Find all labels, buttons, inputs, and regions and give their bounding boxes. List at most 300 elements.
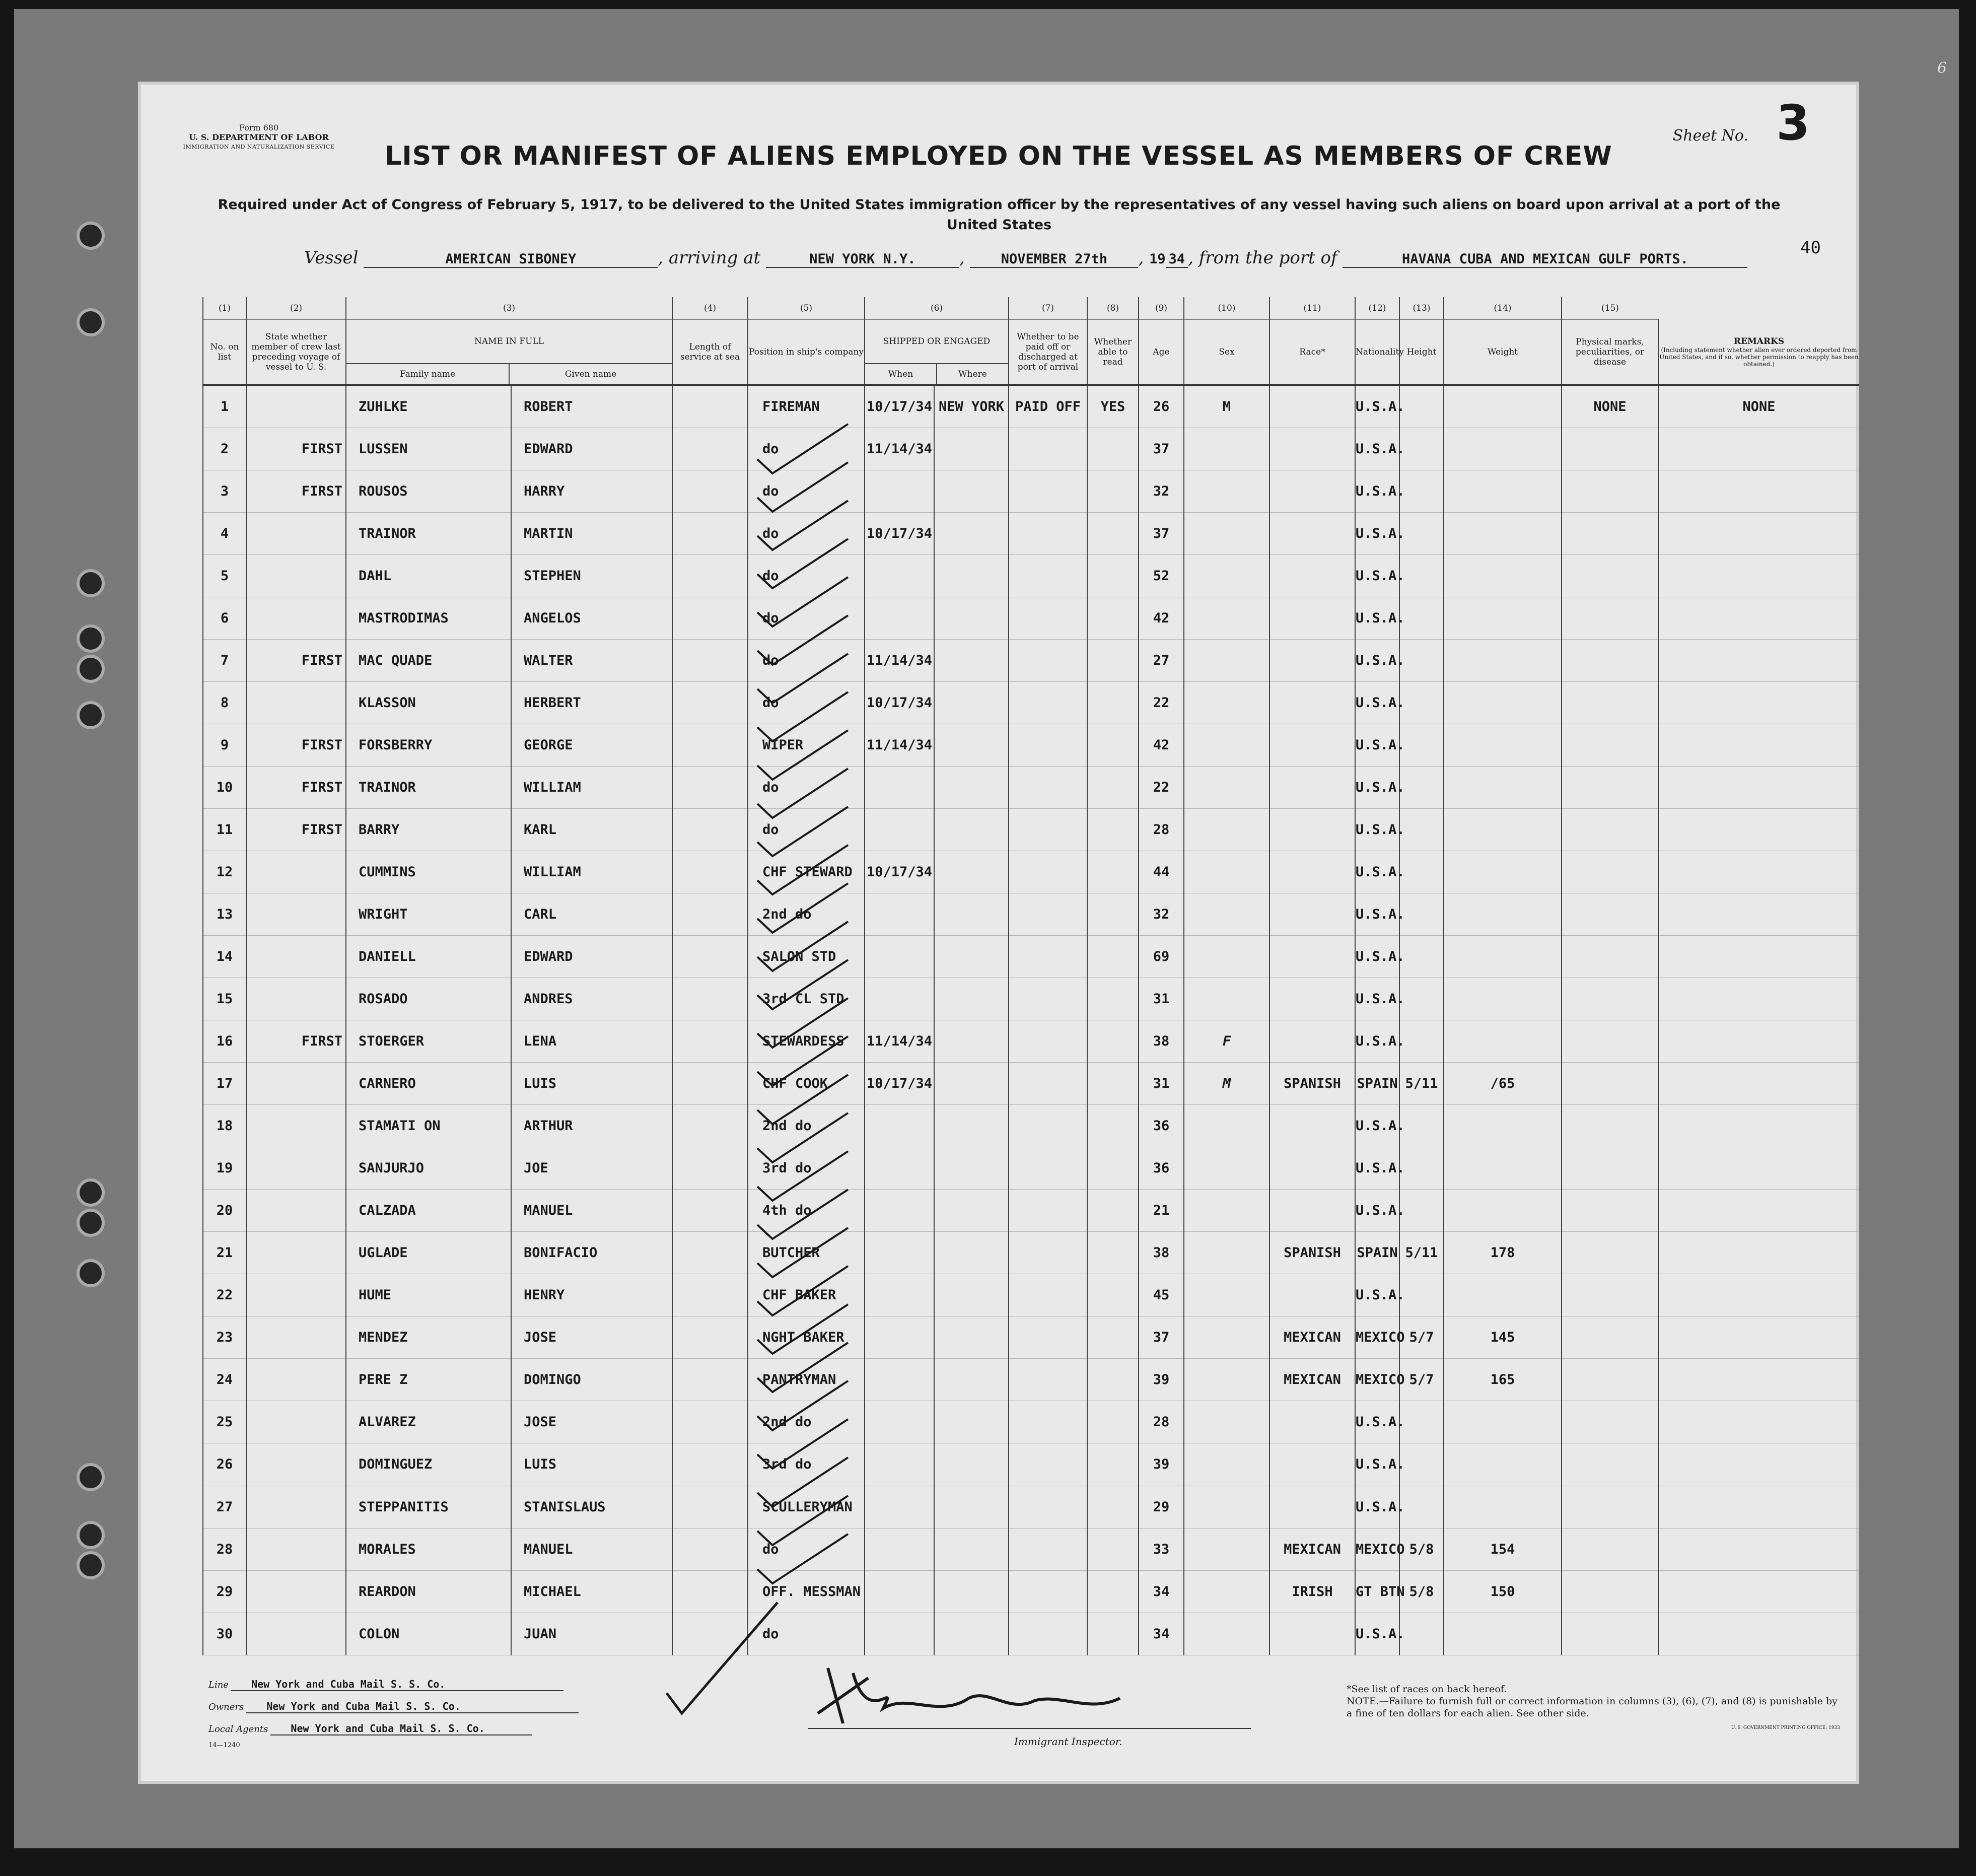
height-cell xyxy=(1399,385,1444,428)
given-name-cell: CARL xyxy=(511,893,672,936)
height-cell: 5/8 xyxy=(1399,1570,1444,1613)
binder-hole xyxy=(77,1209,105,1237)
weight-cell xyxy=(1444,978,1562,1020)
voyage-status-cell xyxy=(246,1570,346,1613)
table-row xyxy=(203,1359,1859,1401)
remarks-cell xyxy=(1658,1020,1859,1063)
voyage-status-cell xyxy=(246,1401,346,1443)
voyage-status-cell xyxy=(246,1147,346,1190)
service-checkmark xyxy=(757,1381,848,1430)
given-name-cell: WALTER xyxy=(511,640,672,682)
voyage-status-cell xyxy=(246,1528,346,1570)
remarks-cell xyxy=(1658,470,1859,513)
sex-cell: M xyxy=(1184,1063,1269,1105)
age-cell: 26 xyxy=(1139,385,1184,428)
paid-off-cell xyxy=(1009,1232,1087,1274)
remarks-cell xyxy=(1658,893,1859,936)
header-shipped xyxy=(865,320,1009,385)
header-given-name: Given name xyxy=(509,364,672,384)
paid-off-cell xyxy=(1009,936,1087,978)
nationality-cell: U.S.A. xyxy=(1355,1613,1399,1655)
service-checkmark xyxy=(757,960,848,1009)
position-cell: 2nd do xyxy=(748,1105,865,1147)
row-number-cell: 29 xyxy=(203,1570,246,1613)
position-cell: CHF STEWARD xyxy=(748,851,865,893)
physical-marks-cell xyxy=(1562,555,1658,597)
header-height: Height xyxy=(1399,320,1444,385)
service-length-cell xyxy=(672,1020,748,1063)
binder-hole xyxy=(77,1259,105,1287)
able-to-read-cell xyxy=(1087,1232,1139,1274)
page-subtitle: Required under Act of Congress of February 5, 1917, to be delivered to the United States immigration officer by the representatives of any vessel having such aliens on board upon arrival at a port of the United States xyxy=(218,197,1781,233)
race-cell xyxy=(1269,513,1355,555)
nationality-cell: U.S.A. xyxy=(1355,1190,1399,1232)
race-cell xyxy=(1269,1147,1355,1190)
height-cell xyxy=(1399,513,1444,555)
row-number-cell: 1 xyxy=(203,385,246,428)
header-nationality: Nationality xyxy=(1355,320,1399,385)
service-checkmark xyxy=(757,807,848,856)
physical-marks-cell xyxy=(1562,1401,1658,1443)
binder-hole xyxy=(77,1551,105,1579)
row-number-cell: 4 xyxy=(203,513,246,555)
service-length-cell xyxy=(672,385,748,428)
nationality-cell: U.S.A. xyxy=(1355,1486,1399,1528)
position-cell: 3rd do xyxy=(748,1443,865,1486)
position-cell: do xyxy=(748,597,865,640)
arrival-date: NOVEMBER 27th xyxy=(970,251,1138,268)
age-cell: 34 xyxy=(1139,1613,1184,1655)
form-number: Form 680 xyxy=(239,123,279,132)
family-name-cell: UGLADE xyxy=(346,1232,511,1274)
corner-mark: 6 xyxy=(1937,59,1947,77)
physical-marks-cell: NONE xyxy=(1562,385,1658,428)
owners-label: Owners xyxy=(208,1702,244,1712)
header-age: Age xyxy=(1139,320,1184,385)
paid-off-cell xyxy=(1009,1190,1087,1232)
given-name-cell: STANISLAUS xyxy=(511,1486,672,1528)
line-value: New York and Cuba Mail S. S. Co. xyxy=(231,1678,563,1691)
age-cell: 42 xyxy=(1139,724,1184,767)
table-row xyxy=(203,1443,1859,1486)
service-checkmark xyxy=(757,1113,848,1162)
race-cell xyxy=(1269,428,1355,470)
service-length-cell xyxy=(672,809,748,851)
position-cell: OFF. MESSMAN xyxy=(748,1570,865,1613)
remarks-cell xyxy=(1658,513,1859,555)
family-name-cell: DANIELL xyxy=(346,936,511,978)
race-cell xyxy=(1269,385,1355,428)
voyage-status-cell xyxy=(246,1105,346,1147)
height-cell xyxy=(1399,640,1444,682)
service-checkmark xyxy=(757,615,848,665)
family-name-cell: DOMINGUEZ xyxy=(346,1443,511,1486)
age-cell: 38 xyxy=(1139,1232,1184,1274)
shipped-when-cell: 10/17/34 xyxy=(865,1063,934,1105)
service-checkmark xyxy=(757,1457,848,1507)
col-num: (3) xyxy=(346,297,672,320)
given-name-cell: MANUEL xyxy=(511,1190,672,1232)
voyage-status-cell xyxy=(246,978,346,1020)
weight-cell xyxy=(1444,1401,1562,1443)
table-row xyxy=(203,597,1859,640)
owners-value: New York and Cuba Mail S. S. Co. xyxy=(246,1700,579,1713)
service-length-cell xyxy=(672,597,748,640)
age-cell: 27 xyxy=(1139,640,1184,682)
family-name-cell: FORSBERRY xyxy=(346,724,511,767)
paid-off-cell xyxy=(1009,851,1087,893)
vessel-name: AMERICAN SIBONEY xyxy=(364,251,658,268)
header-where: Where xyxy=(936,364,1008,384)
paid-off-cell xyxy=(1009,1443,1087,1486)
shipped-where-cell xyxy=(934,1316,1009,1359)
paid-off-cell xyxy=(1009,978,1087,1020)
remarks-cell xyxy=(1658,1274,1859,1316)
service-length-cell xyxy=(672,1274,748,1316)
height-cell xyxy=(1399,682,1444,724)
shipped-where-cell xyxy=(934,809,1009,851)
service-checkmark xyxy=(757,1228,848,1277)
row-number-cell: 15 xyxy=(203,978,246,1020)
remarks-cell xyxy=(1658,767,1859,809)
shipped-where-cell xyxy=(934,1147,1009,1190)
binder-hole xyxy=(77,1463,105,1491)
remarks-cell xyxy=(1658,1528,1859,1570)
vessel-label: Vessel xyxy=(304,248,359,268)
weight-cell xyxy=(1444,470,1562,513)
table-row xyxy=(203,385,1859,428)
remarks-cell xyxy=(1658,936,1859,978)
service-length-cell xyxy=(672,1147,748,1190)
service-checkmark xyxy=(757,1075,848,1124)
sex-cell xyxy=(1184,640,1269,682)
remarks-cell xyxy=(1658,809,1859,851)
able-to-read-cell xyxy=(1087,1063,1139,1105)
physical-marks-cell xyxy=(1562,1274,1658,1316)
family-name-cell: COLON xyxy=(346,1613,511,1655)
sex-cell xyxy=(1184,1486,1269,1528)
nationality-cell: U.S.A. xyxy=(1355,1020,1399,1063)
race-cell: MEXICAN xyxy=(1269,1359,1355,1401)
height-cell xyxy=(1399,1486,1444,1528)
family-name-cell: PERE Z xyxy=(346,1359,511,1401)
weight-cell xyxy=(1444,767,1562,809)
shipped-where-cell xyxy=(934,597,1009,640)
remarks-cell xyxy=(1658,1613,1859,1655)
paid-off-cell xyxy=(1009,1274,1087,1316)
row-number-cell: 22 xyxy=(203,1274,246,1316)
service-length-cell xyxy=(672,640,748,682)
age-cell: 37 xyxy=(1139,428,1184,470)
age-cell: 39 xyxy=(1139,1359,1184,1401)
given-name-cell: BONIFACIO xyxy=(511,1232,672,1274)
position-cell: do xyxy=(748,767,865,809)
remarks-cell xyxy=(1658,978,1859,1020)
table-row xyxy=(203,428,1859,470)
physical-marks-cell xyxy=(1562,809,1658,851)
age-cell: 52 xyxy=(1139,555,1184,597)
physical-marks-cell xyxy=(1562,1316,1658,1359)
race-cell xyxy=(1269,936,1355,978)
height-cell xyxy=(1399,555,1444,597)
service-checkmark xyxy=(757,1534,848,1583)
service-checkmark xyxy=(757,501,848,550)
sex-cell xyxy=(1184,809,1269,851)
physical-marks-cell xyxy=(1562,724,1658,767)
race-cell xyxy=(1269,724,1355,767)
voyage-status-cell xyxy=(246,1190,346,1232)
remarks-cell xyxy=(1658,1105,1859,1147)
service-length-cell xyxy=(672,724,748,767)
year-prefix: 19 xyxy=(1149,251,1166,267)
line-label: Line xyxy=(208,1680,229,1690)
nationality-cell: U.S.A. xyxy=(1355,428,1399,470)
weight-cell: 150 xyxy=(1444,1570,1562,1613)
family-name-cell: HUME xyxy=(346,1274,511,1316)
weight-cell: 154 xyxy=(1444,1528,1562,1570)
row-number-cell: 8 xyxy=(203,682,246,724)
height-cell xyxy=(1399,597,1444,640)
family-name-cell: TRAINOR xyxy=(346,767,511,809)
arrival-year: 34 xyxy=(1166,251,1188,268)
family-name-cell: ROUSOS xyxy=(346,470,511,513)
weight-cell xyxy=(1444,1020,1562,1063)
given-name-cell: ANGELOS xyxy=(511,597,672,640)
physical-marks-cell xyxy=(1562,640,1658,682)
weight-cell xyxy=(1444,428,1562,470)
family-name-cell: STOERGER xyxy=(346,1020,511,1063)
physical-marks-cell xyxy=(1562,1147,1658,1190)
service-checkmark xyxy=(757,883,848,933)
shipped-where-cell xyxy=(934,1274,1009,1316)
paid-off-cell xyxy=(1009,1570,1087,1613)
able-to-read-cell xyxy=(1087,1443,1139,1486)
remarks-cell xyxy=(1658,640,1859,682)
shipped-where-cell xyxy=(934,428,1009,470)
header-remarks xyxy=(1658,320,1859,385)
nationality-cell: U.S.A. xyxy=(1355,1105,1399,1147)
voyage-status-cell xyxy=(246,1232,346,1274)
weight-cell xyxy=(1444,640,1562,682)
remarks-cell xyxy=(1658,1190,1859,1232)
table-row xyxy=(203,809,1859,851)
family-name-cell: STAMATI ON xyxy=(346,1105,511,1147)
given-name-cell: WILLIAM xyxy=(511,767,672,809)
col-num: (11) xyxy=(1269,297,1355,320)
able-to-read-cell xyxy=(1087,555,1139,597)
given-name-cell: LENA xyxy=(511,1020,672,1063)
given-name-cell: ROBERT xyxy=(511,385,672,428)
given-name-cell: DOMINGO xyxy=(511,1359,672,1401)
sex-cell xyxy=(1184,428,1269,470)
race-cell xyxy=(1269,1613,1355,1655)
service-length-cell xyxy=(672,893,748,936)
voyage-status-cell xyxy=(246,936,346,978)
header-weight: Weight xyxy=(1444,320,1562,385)
shipped-where-cell xyxy=(934,851,1009,893)
service-length-cell xyxy=(672,1528,748,1570)
header-sex: Sex xyxy=(1184,320,1269,385)
nationality-cell: U.S.A. xyxy=(1355,682,1399,724)
header-shipped-label: SHIPPED OR ENGAGED xyxy=(865,320,1008,364)
height-cell xyxy=(1399,1443,1444,1486)
sex-cell xyxy=(1184,893,1269,936)
table-row xyxy=(203,1020,1859,1063)
row-number-cell: 10 xyxy=(203,767,246,809)
remarks-cell xyxy=(1658,1359,1859,1401)
table-row xyxy=(203,513,1859,555)
able-to-read-cell xyxy=(1087,1528,1139,1570)
weight-cell xyxy=(1444,1147,1562,1190)
remarks-cell xyxy=(1658,1401,1859,1443)
row-number-cell: 20 xyxy=(203,1190,246,1232)
race-cell xyxy=(1269,809,1355,851)
paid-off-cell xyxy=(1009,597,1087,640)
row-number-cell: 11 xyxy=(203,809,246,851)
given-name-cell: WILLIAM xyxy=(511,851,672,893)
able-to-read-cell xyxy=(1087,851,1139,893)
row-number-cell: 14 xyxy=(203,936,246,978)
shipped-where-cell xyxy=(934,724,1009,767)
shipped-where-cell xyxy=(934,682,1009,724)
position-cell: do xyxy=(748,682,865,724)
row-number-cell: 3 xyxy=(203,470,246,513)
weight-cell xyxy=(1444,1274,1562,1316)
age-cell: 38 xyxy=(1139,1020,1184,1063)
position-cell: CHF BAKER xyxy=(748,1274,865,1316)
voyage-status-cell: FIRST xyxy=(246,724,346,767)
position-cell: BUTCHER xyxy=(748,1232,865,1274)
race-cell xyxy=(1269,893,1355,936)
position-cell: do xyxy=(748,1528,865,1570)
table-row xyxy=(203,851,1859,893)
physical-marks-cell xyxy=(1562,1443,1658,1486)
height-cell xyxy=(1399,1401,1444,1443)
race-cell xyxy=(1269,640,1355,682)
physical-marks-cell xyxy=(1562,513,1658,555)
service-length-cell xyxy=(672,1359,748,1401)
shipped-when-cell: 11/14/34 xyxy=(865,640,934,682)
age-cell: 28 xyxy=(1139,1401,1184,1443)
remarks-cell: NONE xyxy=(1658,385,1859,428)
able-to-read-cell xyxy=(1087,513,1139,555)
voyage-status-cell xyxy=(246,385,346,428)
position-cell: PANTRYMAN xyxy=(748,1359,865,1401)
height-cell: 5/7 xyxy=(1399,1316,1444,1359)
nationality-cell: U.S.A. xyxy=(1355,1401,1399,1443)
given-name-cell: GEORGE xyxy=(511,724,672,767)
sex-cell xyxy=(1184,1528,1269,1570)
shipped-when-cell: 11/14/34 xyxy=(865,428,934,470)
nationality-cell: MEXICO xyxy=(1355,1316,1399,1359)
row-number-cell: 17 xyxy=(203,1063,246,1105)
row-number-cell: 7 xyxy=(203,640,246,682)
given-name-cell: EDWARD xyxy=(511,936,672,978)
able-to-read-cell xyxy=(1087,1486,1139,1528)
given-name-cell: HERBERT xyxy=(511,682,672,724)
position-cell: 3rd do xyxy=(748,1147,865,1190)
height-cell xyxy=(1399,1613,1444,1655)
col-num: (7) xyxy=(1009,297,1087,320)
age-cell: 36 xyxy=(1139,1105,1184,1147)
voyage-status-cell xyxy=(246,1063,346,1105)
row-number-cell: 2 xyxy=(203,428,246,470)
position-cell: do xyxy=(748,428,865,470)
physical-marks-cell xyxy=(1562,767,1658,809)
footer-checkmark xyxy=(657,1592,788,1723)
age-cell: 45 xyxy=(1139,1274,1184,1316)
race-cell xyxy=(1269,978,1355,1020)
sex-cell xyxy=(1184,724,1269,767)
row-number-cell: 13 xyxy=(203,893,246,936)
service-length-cell xyxy=(672,1232,748,1274)
shipped-where-cell xyxy=(934,767,1009,809)
service-checkmark xyxy=(757,1343,848,1392)
family-name-cell: CARNERO xyxy=(346,1063,511,1105)
given-name-cell: JOSE xyxy=(511,1316,672,1359)
remarks-cell xyxy=(1658,555,1859,597)
sex-cell xyxy=(1184,767,1269,809)
position-cell: do xyxy=(748,1613,865,1655)
voyage-status-cell xyxy=(246,1613,346,1655)
sex-cell xyxy=(1184,1401,1269,1443)
physical-marks-cell xyxy=(1562,1232,1658,1274)
physical-marks-cell xyxy=(1562,1570,1658,1613)
able-to-read-cell xyxy=(1087,1401,1139,1443)
sex-cell xyxy=(1184,470,1269,513)
table-row xyxy=(203,682,1859,724)
position-cell: do xyxy=(748,470,865,513)
remarks-cell xyxy=(1658,1486,1859,1528)
remarks-cell xyxy=(1658,1147,1859,1190)
family-name-cell: SANJURJO xyxy=(346,1147,511,1190)
age-cell: 32 xyxy=(1139,893,1184,936)
service-checkmark xyxy=(757,922,848,971)
position-cell: do xyxy=(748,513,865,555)
given-name-cell: LUIS xyxy=(511,1063,672,1105)
race-cell xyxy=(1269,851,1355,893)
service-length-cell xyxy=(672,555,748,597)
shipped-when-cell: 10/17/34 xyxy=(865,385,934,428)
able-to-read-cell: YES xyxy=(1087,385,1139,428)
physical-marks-cell xyxy=(1562,1528,1658,1570)
table-row xyxy=(203,1147,1859,1190)
shipped-when-cell: 11/14/34 xyxy=(865,724,934,767)
height-cell: 5/11 xyxy=(1399,1063,1444,1105)
remarks-cell xyxy=(1658,1232,1859,1274)
weight-cell: 178 xyxy=(1444,1232,1562,1274)
header-remarks-label: REMARKS xyxy=(1733,336,1785,346)
paid-off-cell xyxy=(1009,1401,1087,1443)
col-num: (9) xyxy=(1139,297,1184,320)
able-to-read-cell xyxy=(1087,767,1139,809)
row-number-cell: 5 xyxy=(203,555,246,597)
age-cell: 29 xyxy=(1139,1486,1184,1528)
sex-cell xyxy=(1184,1147,1269,1190)
service-checkmark xyxy=(757,1190,848,1239)
race-cell xyxy=(1269,1401,1355,1443)
height-cell xyxy=(1399,978,1444,1020)
physical-marks-cell xyxy=(1562,1486,1658,1528)
table-row xyxy=(203,724,1859,767)
paid-off-cell xyxy=(1009,1105,1087,1147)
given-name-cell: EDWARD xyxy=(511,428,672,470)
row-number-cell: 12 xyxy=(203,851,246,893)
nationality-cell: SPAIN xyxy=(1355,1063,1399,1105)
height-cell xyxy=(1399,893,1444,936)
races-note: *See list of races on back hereof. xyxy=(1347,1684,1507,1695)
service-checkmark xyxy=(757,730,848,780)
